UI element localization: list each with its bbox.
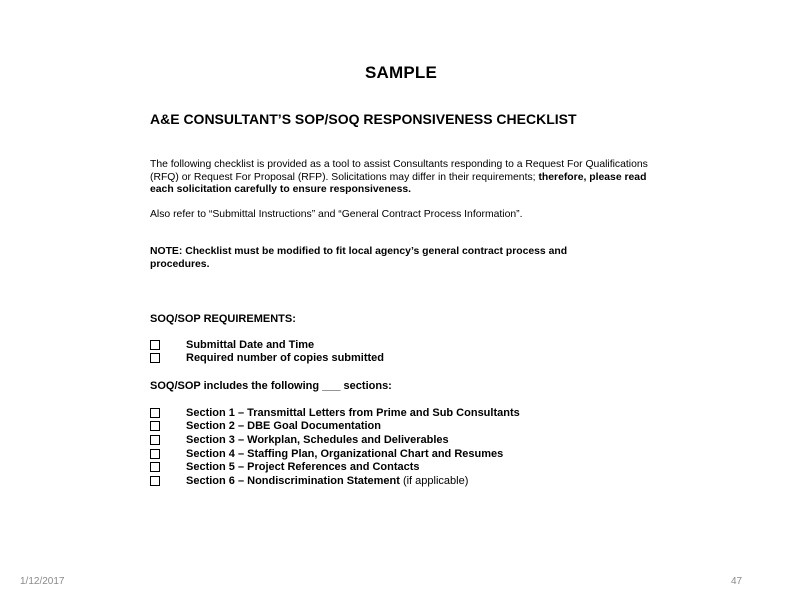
checklist-item: [150, 338, 384, 352]
checklist-item: [150, 433, 520, 447]
checkbox[interactable]: [150, 462, 160, 472]
checklist-item-label: Section 5 – Project References and Contacts: [186, 461, 420, 474]
checklist-item-label: Section 2 – DBE Goal Documentation: [186, 420, 381, 433]
checkbox[interactable]: [150, 421, 160, 431]
checklist-item-label: Submittal Date and Time: [186, 338, 315, 351]
checkbox[interactable]: [150, 340, 160, 350]
sections-checklist: [150, 406, 520, 488]
checklist-item-label: Section 6 – Nondiscrimination Statement: [186, 474, 400, 487]
note-text: NOTE: Checklist must be modified to fit local agency’s general contract process and procedures.: [150, 246, 568, 270]
checklist-item: [150, 420, 520, 434]
sample-title: SAMPLE: [365, 63, 438, 82]
page-number: 47: [731, 576, 743, 587]
also-refer-text: Also refer to “Submittal Instructions” and “General Contract Process Information”.: [150, 209, 523, 220]
intro-bold-text: therefore, please read each solicitation carefully to ensure responsiveness.: [150, 171, 647, 195]
intro-text: The following checklist is provided as a tool to assist Consultants responding to a Request For Qualifications (RFQ) or Request For Proposal (RFP). Solicitations may differ in their requirements;: [150, 159, 648, 183]
intro-paragraph: [150, 159, 650, 197]
checklist-item: [150, 474, 520, 488]
checkbox[interactable]: [150, 449, 160, 459]
checkbox[interactable]: [150, 435, 160, 445]
checklist-item-label: Section 1 – Transmittal Letters from Prime and Sub Consultants: [186, 406, 520, 419]
requirements-heading: SOQ/SOP REQUIREMENTS:: [150, 313, 296, 325]
requirements-checklist: [150, 338, 384, 365]
checklist-item-suffix: (if applicable): [402, 474, 469, 487]
checklist-item-label: Section 4 – Staffing Plan, Organizational Chart and Resumes: [186, 447, 504, 460]
checklist-item: [150, 460, 520, 474]
checklist-item: [150, 447, 520, 461]
checkbox[interactable]: [150, 353, 160, 363]
sections-heading: SOQ/SOP includes the following ___ sections:: [150, 380, 392, 392]
checkbox[interactable]: [150, 476, 160, 486]
footer-date: 1/12/2017: [20, 576, 65, 587]
checklist-item-label: Required number of copies submitted: [186, 352, 385, 365]
document-title: A&E CONSULTANT’S SOP/SOQ RESPONSIVENESS CHECKLIST: [150, 111, 577, 127]
checkbox[interactable]: [150, 408, 160, 418]
checklist-item-label: Section 3 – Workplan, Schedules and Deliverables: [186, 433, 449, 446]
checklist-item: [150, 406, 520, 420]
checklist-item: [150, 352, 384, 366]
